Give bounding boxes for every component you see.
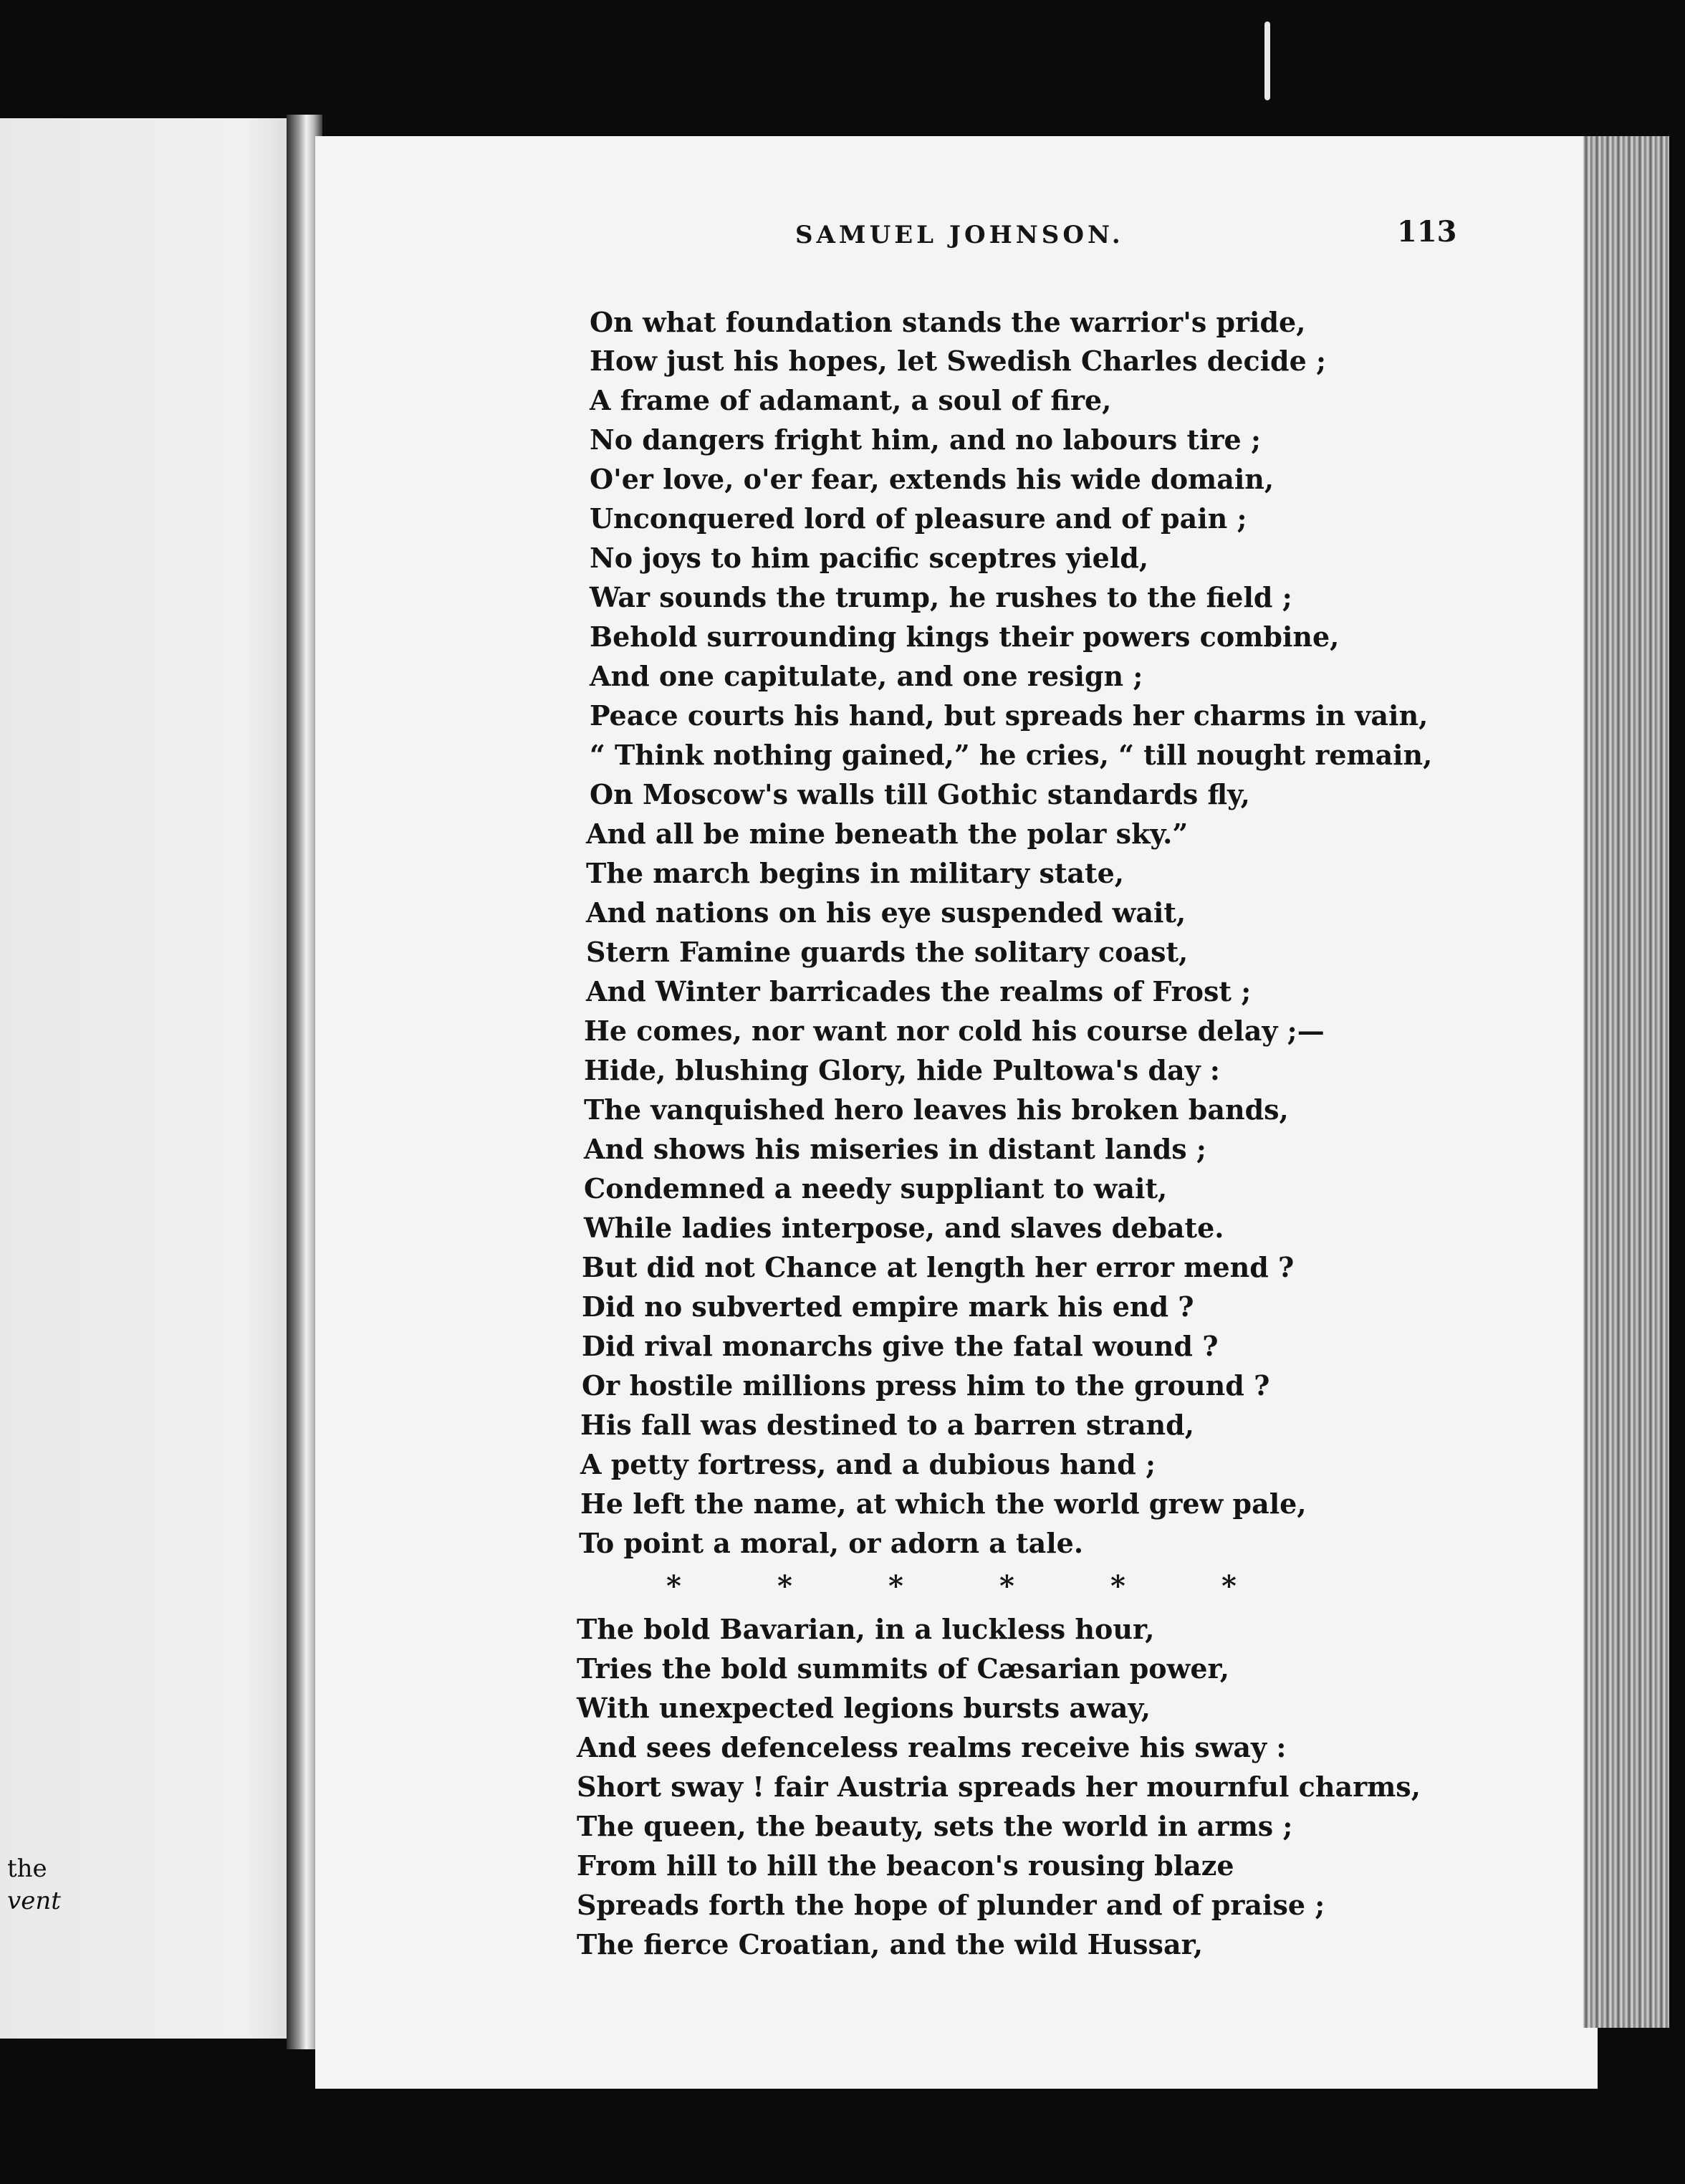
poem-line: The queen, the beauty, sets the world in arms ; (577, 1810, 1293, 1842)
poem-line: Peace courts his hand, but spreads her charms in vain, (590, 699, 1429, 732)
poem-line: The vanquished hero leaves his broken bands, (584, 1093, 1289, 1126)
poem-line: On what foundation stands the warrior's pride, (590, 306, 1306, 338)
section-separator (666, 1569, 1333, 1603)
poem-line: Or hostile millions press him to the ground ? (582, 1369, 1270, 1402)
poem-line: The fierce Croatian, and the wild Hussar, (577, 1928, 1204, 1960)
poem-line: From hill to hill the beacon's rousing blaze (577, 1849, 1234, 1882)
poem-line: Spreads forth the hope of plunder and of praise ; (577, 1889, 1325, 1921)
scan-artifact-mark (1264, 21, 1270, 100)
poem-line: Hide, blushing Glory, hide Pultowa's day : (584, 1054, 1220, 1086)
poem-line: Behold surrounding kings their powers combine, (590, 621, 1340, 653)
poem-line: Tries the bold summits of Cæsarian power, (577, 1652, 1230, 1685)
poem-line: “ Think nothing gained,” he cries, “ till nought remain, (590, 739, 1433, 771)
poem-line: Unconquered lord of pleasure and of pain ; (590, 502, 1247, 535)
poem-line: While ladies interpose, and slaves debate. (584, 1212, 1224, 1244)
poem-line: Condemned a needy suppliant to wait, (584, 1172, 1168, 1204)
poem-line: And shows his miseries in distant lands ; (584, 1133, 1206, 1165)
poem-line: Short sway ! fair Austria spreads her mournful charms, (577, 1771, 1421, 1803)
poem-line: How just his hopes, let Swedish Charles decide ; (590, 345, 1327, 377)
poem-line: The bold Bavarian, in a luckless hour, (577, 1613, 1155, 1645)
poem-line: Did no subverted empire mark his end ? (582, 1290, 1194, 1323)
poem-line: With unexpected legions bursts away, (577, 1692, 1151, 1724)
left-page-fragment: vent (7, 1887, 61, 1915)
separator-asterisk: * (777, 1569, 792, 1603)
poem-line: Stern Famine guards the solitary coast, (586, 936, 1189, 968)
page-number: 113 (1397, 215, 1457, 249)
poem-line: O'er love, o'er fear, extends his wide domain, (590, 463, 1274, 495)
poem-line: He left the name, at which the world grew pale, (580, 1488, 1307, 1520)
running-title: SAMUEL JOHNSON. (795, 221, 1124, 249)
poem-line: His fall was destined to a barren strand, (580, 1409, 1194, 1441)
poem-line: But did not Chance at length her error mend ? (582, 1251, 1295, 1283)
poem-line: And all be mine beneath the polar sky.” (586, 818, 1189, 850)
separator-asterisk: * (1221, 1569, 1237, 1603)
poem-line: A petty fortress, and a dubious hand ; (580, 1448, 1156, 1480)
poem-line: And nations on his eye suspended wait, (586, 896, 1186, 929)
separator-asterisk: * (999, 1569, 1014, 1603)
poem-line: Did rival monarchs give the fatal wound ? (582, 1330, 1219, 1362)
poem-line: And one capitulate, and one resign ; (590, 660, 1143, 692)
poem-line: No dangers fright him, and no labours tire ; (590, 423, 1261, 456)
separator-asterisk: * (1110, 1569, 1125, 1603)
poem-line: The march begins in military state, (586, 857, 1125, 889)
page-edges (1583, 136, 1669, 2028)
poem-line: On Moscow's walls till Gothic standards fly, (590, 778, 1250, 810)
poem-line: And sees defenceless realms receive his sway : (577, 1731, 1287, 1763)
left-page-fragment: the (7, 1854, 47, 1883)
poem-line: A frame of adamant, a soul of fire, (590, 384, 1112, 416)
poem-line: No joys to him pacific sceptres yield, (590, 542, 1149, 574)
poem-line: He comes, nor want nor cold his course delay ;— (584, 1015, 1325, 1047)
left-page (0, 118, 308, 2039)
separator-asterisk: * (888, 1569, 903, 1603)
poem-line: And Winter barricades the realms of Frost ; (586, 975, 1252, 1007)
poem-line: To point a moral, or adorn a tale. (579, 1527, 1084, 1559)
separator-asterisk: * (666, 1569, 681, 1603)
poem-line: War sounds the trump, he rushes to the field ; (590, 581, 1292, 613)
